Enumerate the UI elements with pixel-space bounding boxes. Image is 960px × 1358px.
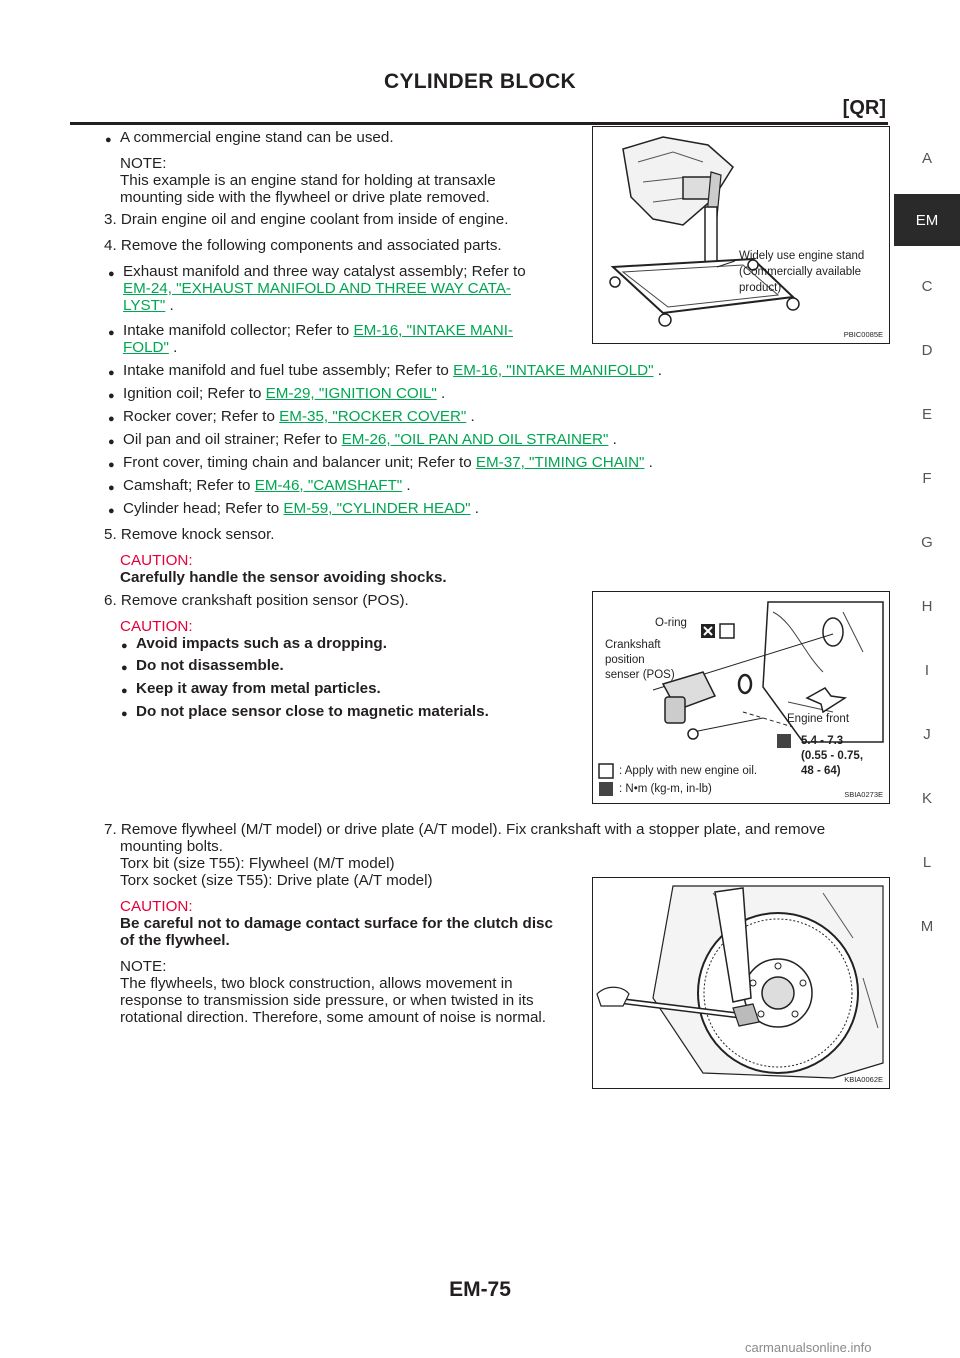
component-cylinder-head: ● Cylinder head; Refer to EM-59, "CYLINDER HEAD" . — [123, 499, 479, 518]
side-index-j[interactable]: J — [923, 726, 931, 743]
figure-engine-stand — [592, 126, 890, 344]
bullet-engine-stand: ● A commercial engine stand can be used. — [120, 128, 394, 147]
caution-text: of the flywheel. — [120, 932, 230, 949]
torque-spec: (0.55 - 0.75, — [801, 750, 864, 762]
link-em-59[interactable]: EM-59, "CYLINDER HEAD" — [283, 500, 471, 517]
note-label: NOTE: — [120, 958, 167, 975]
note-line: This example is an engine stand for holding at transaxle — [120, 172, 496, 189]
figure-callout: (Commercially available — [739, 266, 862, 278]
figure-callout: product) — [739, 282, 782, 294]
engine-stand-illustration — [593, 127, 889, 343]
caution-bullet: ● Keep it away from metal particles. — [136, 679, 381, 698]
component-camshaft: ● Camshaft; Refer to EM-46, "CAMSHAFT" . — [123, 476, 411, 495]
component-intake-collector: ● Intake manifold collector; Refer to EM-16, "INTAKE MANI- — [123, 321, 513, 340]
step-4: 4. Remove the following components and associated parts. — [104, 237, 502, 254]
step-7: 7. Remove flywheel (M/T model) or drive plate (A/T model). Fix crankshaft with a stopper plate, and remove — [104, 821, 826, 838]
figure-callout: senser (POS) — [605, 669, 675, 681]
component-oil-pan: ● Oil pan and oil strainer; Refer to EM-26, "OIL PAN AND OIL STRAINER" . — [123, 430, 617, 449]
link-em-16-manifold[interactable]: EM-16, "INTAKE MANIFOLD" — [453, 362, 654, 379]
caution-bullet: ● Avoid impacts such as a dropping. — [136, 634, 387, 653]
figure-callout: Engine front — [787, 713, 850, 725]
link-em-16[interactable]: FOLD" — [123, 339, 169, 356]
component-rocker-cover: ● Rocker cover; Refer to EM-35, "ROCKER COVER" . — [123, 407, 475, 426]
side-index-i[interactable]: I — [924, 662, 930, 679]
page-number: EM-75 — [449, 1278, 511, 1301]
note-line: rotational direction. Therefore, some amount of noise is normal. — [120, 1009, 547, 1026]
side-index-g[interactable]: G — [921, 534, 933, 551]
section-tag: [QR] — [842, 97, 886, 119]
header-rule — [70, 122, 888, 125]
side-index-e[interactable]: E — [921, 406, 932, 423]
component-front-cover: ● Front cover, timing chain and balancer unit; Refer to EM-37, "TIMING CHAIN" . — [123, 453, 653, 472]
component-exhaust-manifold: ● Exhaust manifold and three way catalyst assembly; Refer to — [123, 262, 526, 281]
legend-entry: : Apply with new engine oil. — [619, 765, 758, 777]
figure-id: KBIA0062E — [844, 1075, 883, 1084]
note-label: NOTE: — [120, 155, 167, 172]
step-7-line: Torx bit (size T55): Flywheel (M/T model) — [120, 855, 395, 872]
component-ignition-coil: ● Ignition coil; Refer to EM-29, "IGNITION COIL" . — [123, 384, 445, 403]
caution-label: CAUTION: — [120, 898, 193, 915]
figure-callout: Widely use engine stand — [739, 250, 865, 262]
link-em-24[interactable]: LYST" — [123, 297, 166, 314]
punctuation: . — [168, 339, 178, 356]
figure-callout: O-ring — [655, 617, 687, 629]
legend-entry: : N•m (kg-m, in-lb) — [619, 783, 712, 795]
step-7-line: mounting bolts. — [120, 838, 223, 855]
figure-id: SBIA0273E — [844, 790, 883, 799]
step-5: 5. Remove knock sensor. — [104, 526, 275, 543]
link-em-29[interactable]: EM-29, "IGNITION COIL" — [265, 385, 437, 402]
caution-label: CAUTION: — [120, 552, 193, 569]
step-6: 6. Remove crankshaft position sensor (POS). — [104, 592, 409, 609]
step-7-line: Torx socket (size T55): Drive plate (A/T model) — [120, 872, 433, 889]
figure-crankshaft-sensor — [592, 591, 890, 804]
figure-callout: Crankshaft — [605, 639, 661, 651]
torque-spec: 5.4 - 7.3 — [801, 735, 844, 747]
note-line: response to transmission side pressure, or when twisted in its — [120, 992, 534, 1009]
step-3: 3. Drain engine oil and engine coolant from inside of engine. — [104, 211, 509, 228]
caution-text: Be careful not to damage contact surface for the clutch disc — [120, 915, 553, 932]
figure-id: PBIC0085E — [843, 330, 883, 339]
side-index-k[interactable]: K — [921, 790, 932, 807]
link-em-26[interactable]: EM-26, "OIL PAN AND OIL STRAINER" — [341, 431, 609, 448]
figure-callout: position — [605, 654, 645, 666]
caution-text: Carefully handle the sensor avoiding shocks. — [120, 569, 447, 586]
caution-label: CAUTION: — [120, 618, 193, 635]
link-em-35[interactable]: EM-35, "ROCKER COVER" — [279, 408, 467, 425]
link-em-24[interactable]: EM-24, "EXHAUST MANIFOLD AND THREE WAY CATA- — [123, 280, 511, 297]
figure-flywheel — [592, 877, 890, 1089]
torque-spec: 48 - 64) — [801, 765, 841, 777]
caution-bullet: ● Do not disassemble. — [136, 656, 284, 675]
page-title: CYLINDER BLOCK — [383, 70, 577, 93]
side-index-l[interactable]: L — [922, 854, 932, 871]
side-index-em-active[interactable]: EM — [894, 194, 960, 246]
side-index-c[interactable]: C — [921, 278, 933, 295]
side-index-h[interactable]: H — [921, 598, 933, 615]
caution-bullet: ● Do not place sensor close to magnetic materials. — [136, 702, 489, 721]
watermark: carmanualsonline.info — [745, 1340, 872, 1355]
side-index-d[interactable]: D — [921, 342, 933, 359]
link-em-37[interactable]: EM-37, "TIMING CHAIN" — [475, 454, 645, 471]
component-intake-manifold: ● Intake manifold and fuel tube assembly; Refer to EM-16, "INTAKE MANIFOLD" . — [123, 361, 662, 380]
side-index-m[interactable]: M — [920, 918, 934, 935]
note-line: The flywheels, two block construction, allows movement in — [120, 975, 513, 992]
link-em-46[interactable]: EM-46, "CAMSHAFT" — [254, 477, 403, 494]
link-em-16[interactable]: EM-16, "INTAKE MANI- — [353, 322, 513, 339]
side-index-f[interactable]: F — [922, 470, 932, 487]
punctuation: . — [165, 297, 174, 314]
flywheel-illustration — [593, 878, 889, 1088]
side-index-a[interactable]: A — [921, 150, 932, 167]
note-line: mounting side with the flywheel or drive plate removed. — [120, 189, 490, 206]
